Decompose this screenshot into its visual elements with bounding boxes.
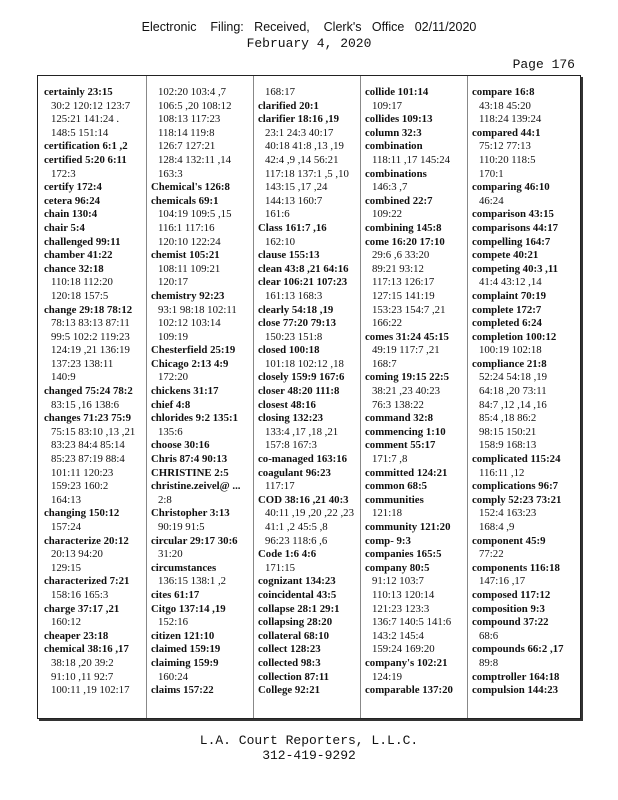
index-entry-citation: 109:22 <box>372 208 402 221</box>
index-entry-citation: 168:17 <box>265 86 295 98</box>
index-entry-citation: 163:3 <box>158 167 183 180</box>
index-entry-headword: compare 16:8 <box>472 86 535 98</box>
index-entry-headword: communities <box>365 493 424 506</box>
index-entry-citation: 76:3 138:22 <box>372 398 424 411</box>
index-entry-citation: 108:13 117:23 <box>158 113 221 126</box>
index-entry-headword: comp- 9:3 <box>365 534 411 547</box>
index-entry-headword: CHRISTINE 2:5 <box>151 466 229 479</box>
index-entry-citation: 23:1 24:3 40:17 <box>265 126 334 139</box>
index-entry-citation: 160:12 <box>51 616 81 629</box>
index-entry-citation: 161:6 <box>265 208 290 221</box>
index-entry-citation: 91:12 103:7 <box>372 575 424 588</box>
index-entry-headword: combined 22:7 <box>365 194 433 207</box>
index-entry-citation: 93:1 98:18 102:11 <box>158 303 237 316</box>
index-entry-citation: 124:19 ,21 136:19 <box>51 344 130 357</box>
index-entry-headword: complaint 70:19 <box>472 289 547 302</box>
index-entry-citation: 29:6 ,6 33:20 <box>372 249 430 262</box>
index-entry-citation: 136:15 138:1 ,2 <box>158 575 227 588</box>
column-divider <box>253 76 254 718</box>
index-entry-headword: co-managed 163:16 <box>258 453 348 466</box>
index-entry-headword: chickens 31:17 <box>151 385 219 398</box>
index-entry-headword: Chicago 2:13 4:9 <box>151 357 229 370</box>
index-entry-headword: chlorides 9:2 135:1 <box>151 412 238 425</box>
filing-date: February 4, 2020 <box>246 36 372 51</box>
index-entry-citation: 99:5 102:2 119:23 <box>51 330 130 343</box>
index-entry-headword: choose 30:16 <box>151 439 210 452</box>
index-entry-headword: certification 6:1 ,2 <box>44 140 128 153</box>
index-entry-headword: charge 37:17 ,21 <box>44 602 120 615</box>
index-entry-citation: 40:11 ,19 ,20 ,22 ,23 <box>265 507 354 520</box>
index-entry-citation: 157:8 167:3 <box>265 439 317 452</box>
column-divider <box>146 76 147 718</box>
index-column-2 <box>151 86 256 712</box>
index-entry-headword: collapse 28:1 29:1 <box>258 602 340 615</box>
index-entry-headword: certify 172:4 <box>44 181 102 194</box>
index-entry-citation: 143:2 145:4 <box>372 629 424 642</box>
index-entry-citation: 166:22 <box>372 317 402 330</box>
index-entry-headword: company 80:5 <box>365 561 430 574</box>
index-entry-headword: compliance 21:8 <box>472 357 547 370</box>
index-entry-citation: 102:20 103:4 ,7 <box>158 86 227 98</box>
index-entry-headword: comes 31:24 45:15 <box>365 330 449 343</box>
index-entry-headword: comparison 43:15 <box>472 208 554 221</box>
index-entry-headword: come 16:20 17:10 <box>365 235 445 248</box>
index-entry-headword: combination <box>365 140 423 153</box>
index-entry-headword: closing 132:23 <box>258 412 324 425</box>
index-entry-citation: 157:24 <box>51 521 81 533</box>
index-entry-headword: common 68:5 <box>365 480 428 493</box>
index-entry-headword: compared 44:1 <box>472 126 541 139</box>
index-entry-citation: 118:24 139:24 <box>479 113 542 126</box>
index-entry-headword: chemist 105:21 <box>151 249 220 262</box>
index-entry-citation: 101:18 102:12 ,18 <box>265 357 344 370</box>
index-entry-citation: 96:23 118:6 ,6 <box>265 534 328 547</box>
index-entry-headword: changes 71:23 75:9 <box>44 412 131 425</box>
index-entry-citation: 110:20 118:5 <box>479 153 536 166</box>
index-entry-headword: cites 61:17 <box>151 588 200 601</box>
index-entry-headword: christine.zeivel@ ... <box>151 480 241 493</box>
index-entry-headword: composed 117:12 <box>472 588 551 601</box>
index-entry-citation: 108:11 109:21 <box>158 262 221 275</box>
index-entry-citation: 40:18 41:8 ,13 ,19 <box>265 140 344 153</box>
index-entry-headword: competing 40:3 ,11 <box>472 262 559 275</box>
index-entry-citation: 75:15 83:10 ,13 ,21 <box>51 425 136 438</box>
index-entry-headword: closed 100:18 <box>258 344 320 357</box>
index-entry-citation: 102:12 103:14 <box>158 317 221 330</box>
index-entry-headword: collide 101:14 <box>365 86 429 98</box>
index-entry-citation: 84:7 ,12 ,14 ,16 <box>479 398 547 411</box>
index-entry-headword: compulsion 144:23 <box>472 684 559 697</box>
index-entry-headword: Christopher 3:13 <box>151 507 230 520</box>
index-entry-headword: characterize 20:12 <box>44 534 129 547</box>
index-entry-headword: clean 43:8 ,21 64:16 <box>258 262 349 275</box>
index-entry-headword: combinations <box>365 167 427 180</box>
index-entry-citation: 168:4 ,9 <box>479 521 515 533</box>
index-entry-citation: 143:15 ,17 ,24 <box>265 181 328 194</box>
index-entry-headword: Code 1:6 4:6 <box>258 548 317 561</box>
index-entry-headword: challenged 99:11 <box>44 235 121 248</box>
index-entry-citation: 38:18 ,20 39:2 <box>51 656 114 669</box>
index-entry-headword: claiming 159:9 <box>151 656 219 669</box>
index-entry-citation: 159:23 160:2 <box>51 480 109 493</box>
footer-company: L.A. Court Reporters, L.L.C. <box>199 733 419 748</box>
index-entry-citation: 152:16 <box>158 616 188 629</box>
column-divider <box>360 76 361 718</box>
index-entry-headword: comment 55:17 <box>365 439 436 452</box>
index-entry-citation: 121:23 123:3 <box>372 602 430 615</box>
index-entry-citation: 135:6 <box>158 425 183 438</box>
index-entry-headword: certified 5:20 6:11 <box>44 153 127 166</box>
index-entry-headword: completed 6:24 <box>472 317 542 330</box>
index-entry-citation: 150:23 151:8 <box>265 330 323 343</box>
index-entry-headword: chance 32:18 <box>44 262 104 275</box>
index-entry-citation: 31:20 <box>158 548 183 561</box>
index-entry-citation: 118:14 119:8 <box>158 126 215 139</box>
index-entry-citation: 121:18 <box>372 507 402 520</box>
index-entry-citation: 172:20 <box>158 371 188 384</box>
index-entry-headword: Chesterfield 25:19 <box>151 344 236 357</box>
index-entry-citation: 20:13 94:20 <box>51 548 103 561</box>
index-entry-headword: Citgo 137:14 ,19 <box>151 602 226 615</box>
index-entry-citation: 98:15 150:21 <box>479 425 537 438</box>
index-entry-headword: chief 4:8 <box>151 398 191 411</box>
index-entry-citation: 118:11 ,17 145:24 <box>372 153 451 166</box>
index-entry-citation: 78:13 83:13 87:11 <box>51 317 130 330</box>
index-entry-citation: 109:19 <box>158 330 188 343</box>
index-entry-citation: 162:10 <box>265 235 295 248</box>
index-entry-headword: command 32:8 <box>365 412 434 425</box>
index-entry-citation: 101:11 120:23 <box>51 466 114 479</box>
index-entry-headword: compounds 66:2 ,17 <box>472 643 564 656</box>
index-entry-headword: closest 48:16 <box>258 398 316 411</box>
index-entry-citation: 100:11 ,19 102:17 <box>51 684 130 697</box>
index-column-5 <box>472 86 577 712</box>
index-entry-headword: College 92:21 <box>258 684 321 697</box>
index-entry-headword: characterized 7:21 <box>44 575 130 588</box>
index-entry-headword: claims 157:22 <box>151 684 214 697</box>
index-entry-citation: 171:7 ,8 <box>372 453 408 466</box>
index-entry-citation: 106:5 ,20 108:12 <box>158 99 232 112</box>
index-entry-citation: 148:5 151:14 <box>51 126 109 139</box>
index-entry-headword: column 32:3 <box>365 126 422 139</box>
index-entry-citation: 161:13 168:3 <box>265 289 323 302</box>
index-entry-headword: community 121:20 <box>365 521 451 533</box>
index-entry-citation: 49:19 117:7 ,21 <box>372 344 440 357</box>
index-entry-headword: chemicals 69:1 <box>151 194 219 207</box>
index-frame <box>37 75 581 719</box>
index-entry-headword: closer 48:20 111:8 <box>258 385 340 398</box>
index-column-1 <box>44 86 149 712</box>
index-entry-citation: 129:15 <box>51 561 81 574</box>
index-entry-headword: COD 38:16 ,21 40:3 <box>258 493 349 506</box>
page-number: Page 176 <box>512 57 575 72</box>
index-entry-citation: 159:24 169:20 <box>372 643 435 656</box>
index-entry-citation: 110:13 120:14 <box>372 588 435 601</box>
index-entry-citation: 137:23 138:11 <box>51 357 114 370</box>
index-entry-citation: 41:4 43:12 ,14 <box>479 276 542 289</box>
index-entry-headword: circumstances <box>151 561 217 574</box>
index-entry-citation: 144:13 160:7 <box>265 194 323 207</box>
index-entry-citation: 42:4 ,9 ,14 56:21 <box>265 153 339 166</box>
index-entry-headword: comply 52:23 73:21 <box>472 493 562 506</box>
index-entry-headword: complicated 115:24 <box>472 453 561 466</box>
index-entry-headword: change 29:18 78:12 <box>44 303 133 316</box>
index-entry-citation: 83:23 84:4 85:14 <box>51 439 125 452</box>
index-column-4 <box>365 86 470 712</box>
index-entry-citation: 120:18 157:5 <box>51 289 109 302</box>
index-entry-citation: 41:1 ,2 45:5 ,8 <box>265 521 328 533</box>
index-entry-citation: 125:21 141:24 . <box>51 113 120 126</box>
index-entry-citation: 124:19 <box>372 670 402 683</box>
index-entry-citation: 90:19 91:5 <box>158 521 205 533</box>
index-entry-headword: cognizant 134:23 <box>258 575 336 588</box>
index-entry-citation: 170:1 <box>479 167 504 180</box>
index-entry-headword: Chemical's 126:8 <box>151 181 230 194</box>
index-entry-headword: coagulant 96:23 <box>258 466 331 479</box>
index-entry-headword: chair 5:4 <box>44 221 85 234</box>
index-entry-citation: 85:23 87:19 88:4 <box>51 453 125 466</box>
index-entry-headword: close 77:20 79:13 <box>258 317 336 330</box>
index-entry-headword: chemical 38:16 ,17 <box>44 643 129 656</box>
column-divider <box>467 76 468 718</box>
index-entry-citation: 158:16 165:3 <box>51 588 109 601</box>
index-entry-citation: 104:19 109:5 ,15 <box>158 208 232 221</box>
filing-stamp: Electronic Filing: Received, Clerk's Office 02/11/2020 <box>141 20 477 34</box>
index-entry-headword: compound 37:22 <box>472 616 549 629</box>
index-entry-citation: 127:15 141:19 <box>372 289 435 302</box>
index-entry-citation: 128:4 132:11 ,14 <box>158 153 232 166</box>
index-entry-citation: 43:18 45:20 <box>479 99 531 112</box>
index-entry-citation: 164:13 <box>51 493 81 506</box>
index-entry-citation: 120:10 122:24 <box>158 235 221 248</box>
index-entry-citation: 117:17 <box>265 480 295 493</box>
index-entry-citation: 126:7 127:21 <box>158 140 216 153</box>
index-entry-headword: clarified 20:1 <box>258 99 319 112</box>
index-entry-headword: combining 145:8 <box>365 221 442 234</box>
index-entry-headword: complete 172:7 <box>472 303 542 316</box>
index-entry-headword: component 45:9 <box>472 534 546 547</box>
index-entry-citation: 116:11 ,12 <box>479 466 525 479</box>
index-entry-headword: collected 98:3 <box>258 656 321 669</box>
index-entry-citation: 133:4 ,17 ,18 ,21 <box>265 425 339 438</box>
index-entry-headword: compelling 164:7 <box>472 235 551 248</box>
index-entry-headword: comparisons 44:17 <box>472 221 559 234</box>
index-entry-citation: 140:9 <box>51 371 76 384</box>
index-entry-citation: 117:13 126:17 <box>372 276 435 289</box>
index-entry-headword: comparable 137:20 <box>365 684 453 697</box>
index-entry-citation: 85:4 ,18 86:2 <box>479 412 537 425</box>
index-entry-citation: 2:8 <box>158 493 172 506</box>
index-entry-citation: 64:18 ,20 73:11 <box>479 385 547 398</box>
footer-phone: 312-419-9292 <box>262 748 356 763</box>
index-column-3 <box>258 86 363 712</box>
index-entry-headword: components 116:18 <box>472 561 560 574</box>
index-entry-headword: commencing 1:10 <box>365 425 446 438</box>
index-entry-citation: 52:24 54:18 ,19 <box>479 371 548 384</box>
index-entry-headword: coincidental 43:5 <box>258 588 337 601</box>
index-entry-citation: 153:23 154:7 ,21 <box>372 303 446 316</box>
index-entry-headword: collapsing 28:20 <box>258 616 333 629</box>
index-entry-citation: 46:24 <box>479 194 504 207</box>
index-entry-citation: 152:4 163:23 <box>479 507 537 520</box>
index-entry-headword: cetera 96:24 <box>44 194 101 207</box>
index-entry-headword: closely 159:9 167:6 <box>258 371 345 384</box>
index-entry-headword: chain 130:4 <box>44 208 98 221</box>
index-entry-citation: 91:10 ,11 92:7 <box>51 670 114 683</box>
index-entry-citation: 171:15 <box>265 561 295 574</box>
index-entry-citation: 100:19 102:18 <box>479 344 542 357</box>
index-entry-headword: comparing 46:10 <box>472 181 550 194</box>
index-entry-headword: committed 124:21 <box>365 466 448 479</box>
index-entry-headword: changing 150:12 <box>44 507 120 520</box>
index-entry-headword: collect 128:23 <box>258 643 321 656</box>
index-entry-headword: Chris 87:4 90:13 <box>151 453 228 466</box>
index-entry-citation: 158:9 168:13 <box>479 439 537 452</box>
index-entry-citation: 116:1 117:16 <box>158 221 215 234</box>
index-entry-citation: 147:16 ,17 <box>479 575 526 588</box>
index-entry-headword: certainly 23:15 <box>44 86 113 98</box>
index-entry-headword: collides 109:13 <box>365 113 433 126</box>
index-entry-headword: claimed 159:19 <box>151 643 221 656</box>
index-entry-headword: coming 19:15 22:5 <box>365 371 449 384</box>
index-entry-headword: citizen 121:10 <box>151 629 215 642</box>
index-entry-citation: 146:3 ,7 <box>372 181 408 194</box>
index-entry-headword: compete 40:21 <box>472 249 539 262</box>
index-entry-headword: clear 106:21 107:23 <box>258 276 348 289</box>
index-entry-headword: Class 161:7 ,16 <box>258 221 327 234</box>
index-entry-headword: complications 96:7 <box>472 480 559 493</box>
index-entry-headword: changed 75:24 78:2 <box>44 385 133 398</box>
index-entry-headword: cheaper 23:18 <box>44 629 109 642</box>
index-entry-headword: chemistry 92:23 <box>151 289 225 302</box>
index-entry-citation: 89:21 93:12 <box>372 262 424 275</box>
index-entry-headword: composition 9:3 <box>472 602 545 615</box>
index-entry-citation: 68:6 <box>479 629 499 642</box>
index-entry-citation: 120:17 <box>158 276 188 289</box>
index-entry-headword: clarifier 18:16 ,19 <box>258 113 340 126</box>
index-entry-headword: chamber 41:22 <box>44 249 113 262</box>
index-entry-headword: comptroller 164:18 <box>472 670 560 683</box>
index-entry-citation: 30:2 120:12 123:7 <box>51 99 131 112</box>
index-entry-headword: clearly 54:18 ,19 <box>258 303 334 316</box>
index-entry-citation: 75:12 77:13 <box>479 140 531 153</box>
index-entry-citation: 160:24 <box>158 670 188 683</box>
index-entry-headword: companies 165:5 <box>365 548 442 561</box>
index-entry-citation: 117:18 137:1 ,5 ,10 <box>265 167 349 180</box>
index-entry-citation: 172:3 <box>51 167 76 180</box>
index-entry-citation: 77:22 <box>479 548 504 561</box>
index-entry-headword: completion 100:12 <box>472 330 557 343</box>
index-entry-citation: 109:17 <box>372 99 402 112</box>
index-entry-headword: clause 155:13 <box>258 249 320 262</box>
index-entry-headword: company's 102:21 <box>365 656 448 669</box>
index-entry-headword: collateral 68:10 <box>258 629 330 642</box>
index-entry-citation: 110:18 112:20 <box>51 276 113 289</box>
index-entry-citation: 136:7 140:5 141:6 <box>372 616 452 629</box>
index-entry-citation: 38:21 ,23 40:23 <box>372 385 441 398</box>
index-entry-citation: 168:7 <box>372 357 397 370</box>
index-entry-citation: 89:8 <box>479 656 499 669</box>
index-entry-headword: circular 29:17 30:6 <box>151 534 238 547</box>
index-entry-headword: collection 87:11 <box>258 670 330 683</box>
index-entry-citation: 83:15 ,16 138:6 <box>51 398 120 411</box>
